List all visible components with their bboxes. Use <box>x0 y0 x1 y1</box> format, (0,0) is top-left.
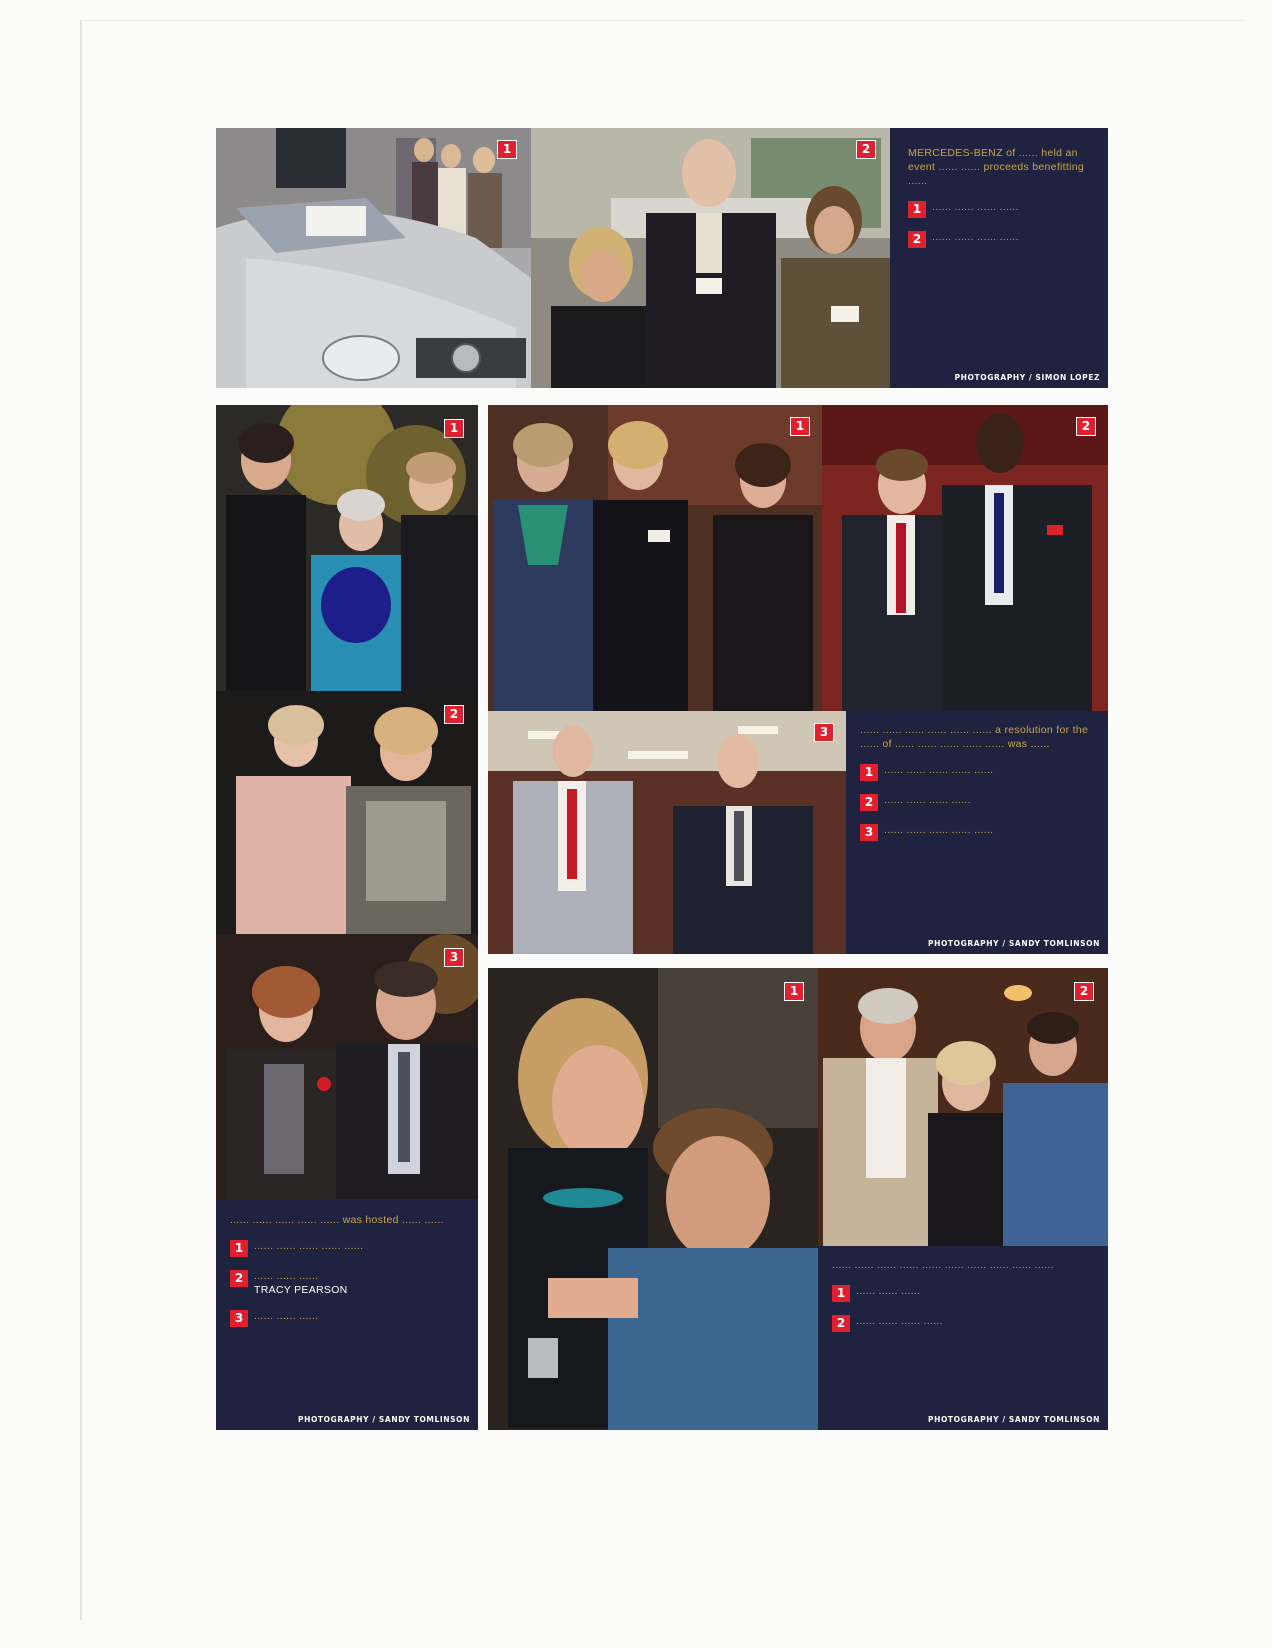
photo-number-badge: 2 <box>1074 982 1094 1001</box>
photo-two-men-suits <box>822 405 1108 711</box>
caption-item <box>230 1269 464 1297</box>
caption-text: ...... ...... ...... ...... ...... <box>884 764 994 776</box>
caption-intro: ...... ...... ...... ...... ...... was hosted ...... ...... <box>230 1214 444 1226</box>
caption-number: 3 <box>230 1310 248 1327</box>
caption-item <box>860 823 1094 841</box>
caption-item <box>230 1239 464 1257</box>
caption-item <box>908 230 1092 248</box>
caption-box-section3 <box>216 1199 478 1430</box>
photo-number-badge: 3 <box>444 948 464 967</box>
caption-text <box>254 1269 348 1297</box>
photo-two-women <box>216 691 478 934</box>
photo-women-with-vase <box>216 405 478 691</box>
caption-box-section2 <box>846 711 1108 954</box>
caption-number: 2 <box>832 1315 850 1332</box>
photo-woman-and-man <box>216 934 478 1199</box>
caption-text: ...... ...... ...... ...... <box>856 1315 943 1327</box>
photo-trio-drinks <box>818 968 1108 1246</box>
caption-item <box>230 1309 464 1327</box>
caption-item <box>908 200 1092 218</box>
caption-number: 2 <box>230 1270 248 1287</box>
caption-number: 1 <box>908 201 926 218</box>
caption-box-section4 <box>818 1246 1108 1430</box>
caption-number: 1 <box>860 764 878 781</box>
caption-item <box>832 1314 1094 1332</box>
photo-men-with-nametags <box>488 711 846 954</box>
photo-credit: PHOTOGRAPHY / SANDY TOMLINSON <box>927 939 1100 948</box>
caption-number: 2 <box>860 794 878 811</box>
photo-number-badge: 2 <box>1076 417 1096 436</box>
photo-group-three <box>531 128 890 388</box>
page-margin-line <box>80 20 82 1620</box>
photo-credit: PHOTOGRAPHY / SIMON LOPEZ <box>954 373 1100 382</box>
photo-number-badge: 1 <box>790 417 810 436</box>
caption-text: ...... ...... ...... <box>254 1310 319 1322</box>
caption-text-line: ...... ...... ...... <box>254 1270 319 1282</box>
caption-number: 3 <box>860 824 878 841</box>
caption-text: ...... ...... ...... ...... ...... <box>254 1240 364 1252</box>
photo-number-badge: 2 <box>444 705 464 724</box>
caption-text: ...... ...... ...... <box>856 1285 921 1297</box>
caption-number: 2 <box>908 231 926 248</box>
photo-number-badge: 1 <box>784 982 804 1001</box>
photo-number-badge: 1 <box>444 419 464 438</box>
caption-box-section1 <box>890 128 1108 388</box>
photo-three-women-event <box>488 405 822 711</box>
caption-text: ...... ...... ...... ...... <box>884 794 971 806</box>
caption-number: 1 <box>832 1285 850 1302</box>
photo-credit: PHOTOGRAPHY / SANDY TOMLINSON <box>297 1415 470 1424</box>
caption-intro: ...... ...... ...... ...... ...... ...... ...... ...... ...... ...... <box>832 1259 1054 1271</box>
caption-intro: MERCEDES-BENZ of ...... held an event ...... ...... proceeds benefitting ...... <box>908 147 1085 187</box>
caption-item <box>832 1284 1094 1302</box>
caption-number: 1 <box>230 1240 248 1257</box>
caption-intro: ...... ...... ...... ...... ...... ...... a resolution for the ...... of ...... ...... ...... ...... ...... was ...... <box>860 724 1089 750</box>
caption-item <box>860 763 1094 781</box>
caption-text: ...... ...... ...... ...... <box>932 231 1019 243</box>
photo-couple-smiling <box>488 968 818 1430</box>
caption-text: ...... ...... ...... ...... <box>932 201 1019 213</box>
photo-car-showroom <box>216 128 531 388</box>
caption-name-highlight: TRACY PEARSON <box>254 1284 348 1296</box>
caption-text: ...... ...... ...... ...... ...... <box>884 824 994 836</box>
photo-credit: PHOTOGRAPHY / SANDY TOMLINSON <box>927 1415 1100 1424</box>
photo-number-badge: 3 <box>814 723 834 742</box>
caption-item <box>860 793 1094 811</box>
photo-number-badge: 2 <box>856 140 876 159</box>
photo-number-badge: 1 <box>497 140 517 159</box>
page-top-line <box>84 20 1244 21</box>
